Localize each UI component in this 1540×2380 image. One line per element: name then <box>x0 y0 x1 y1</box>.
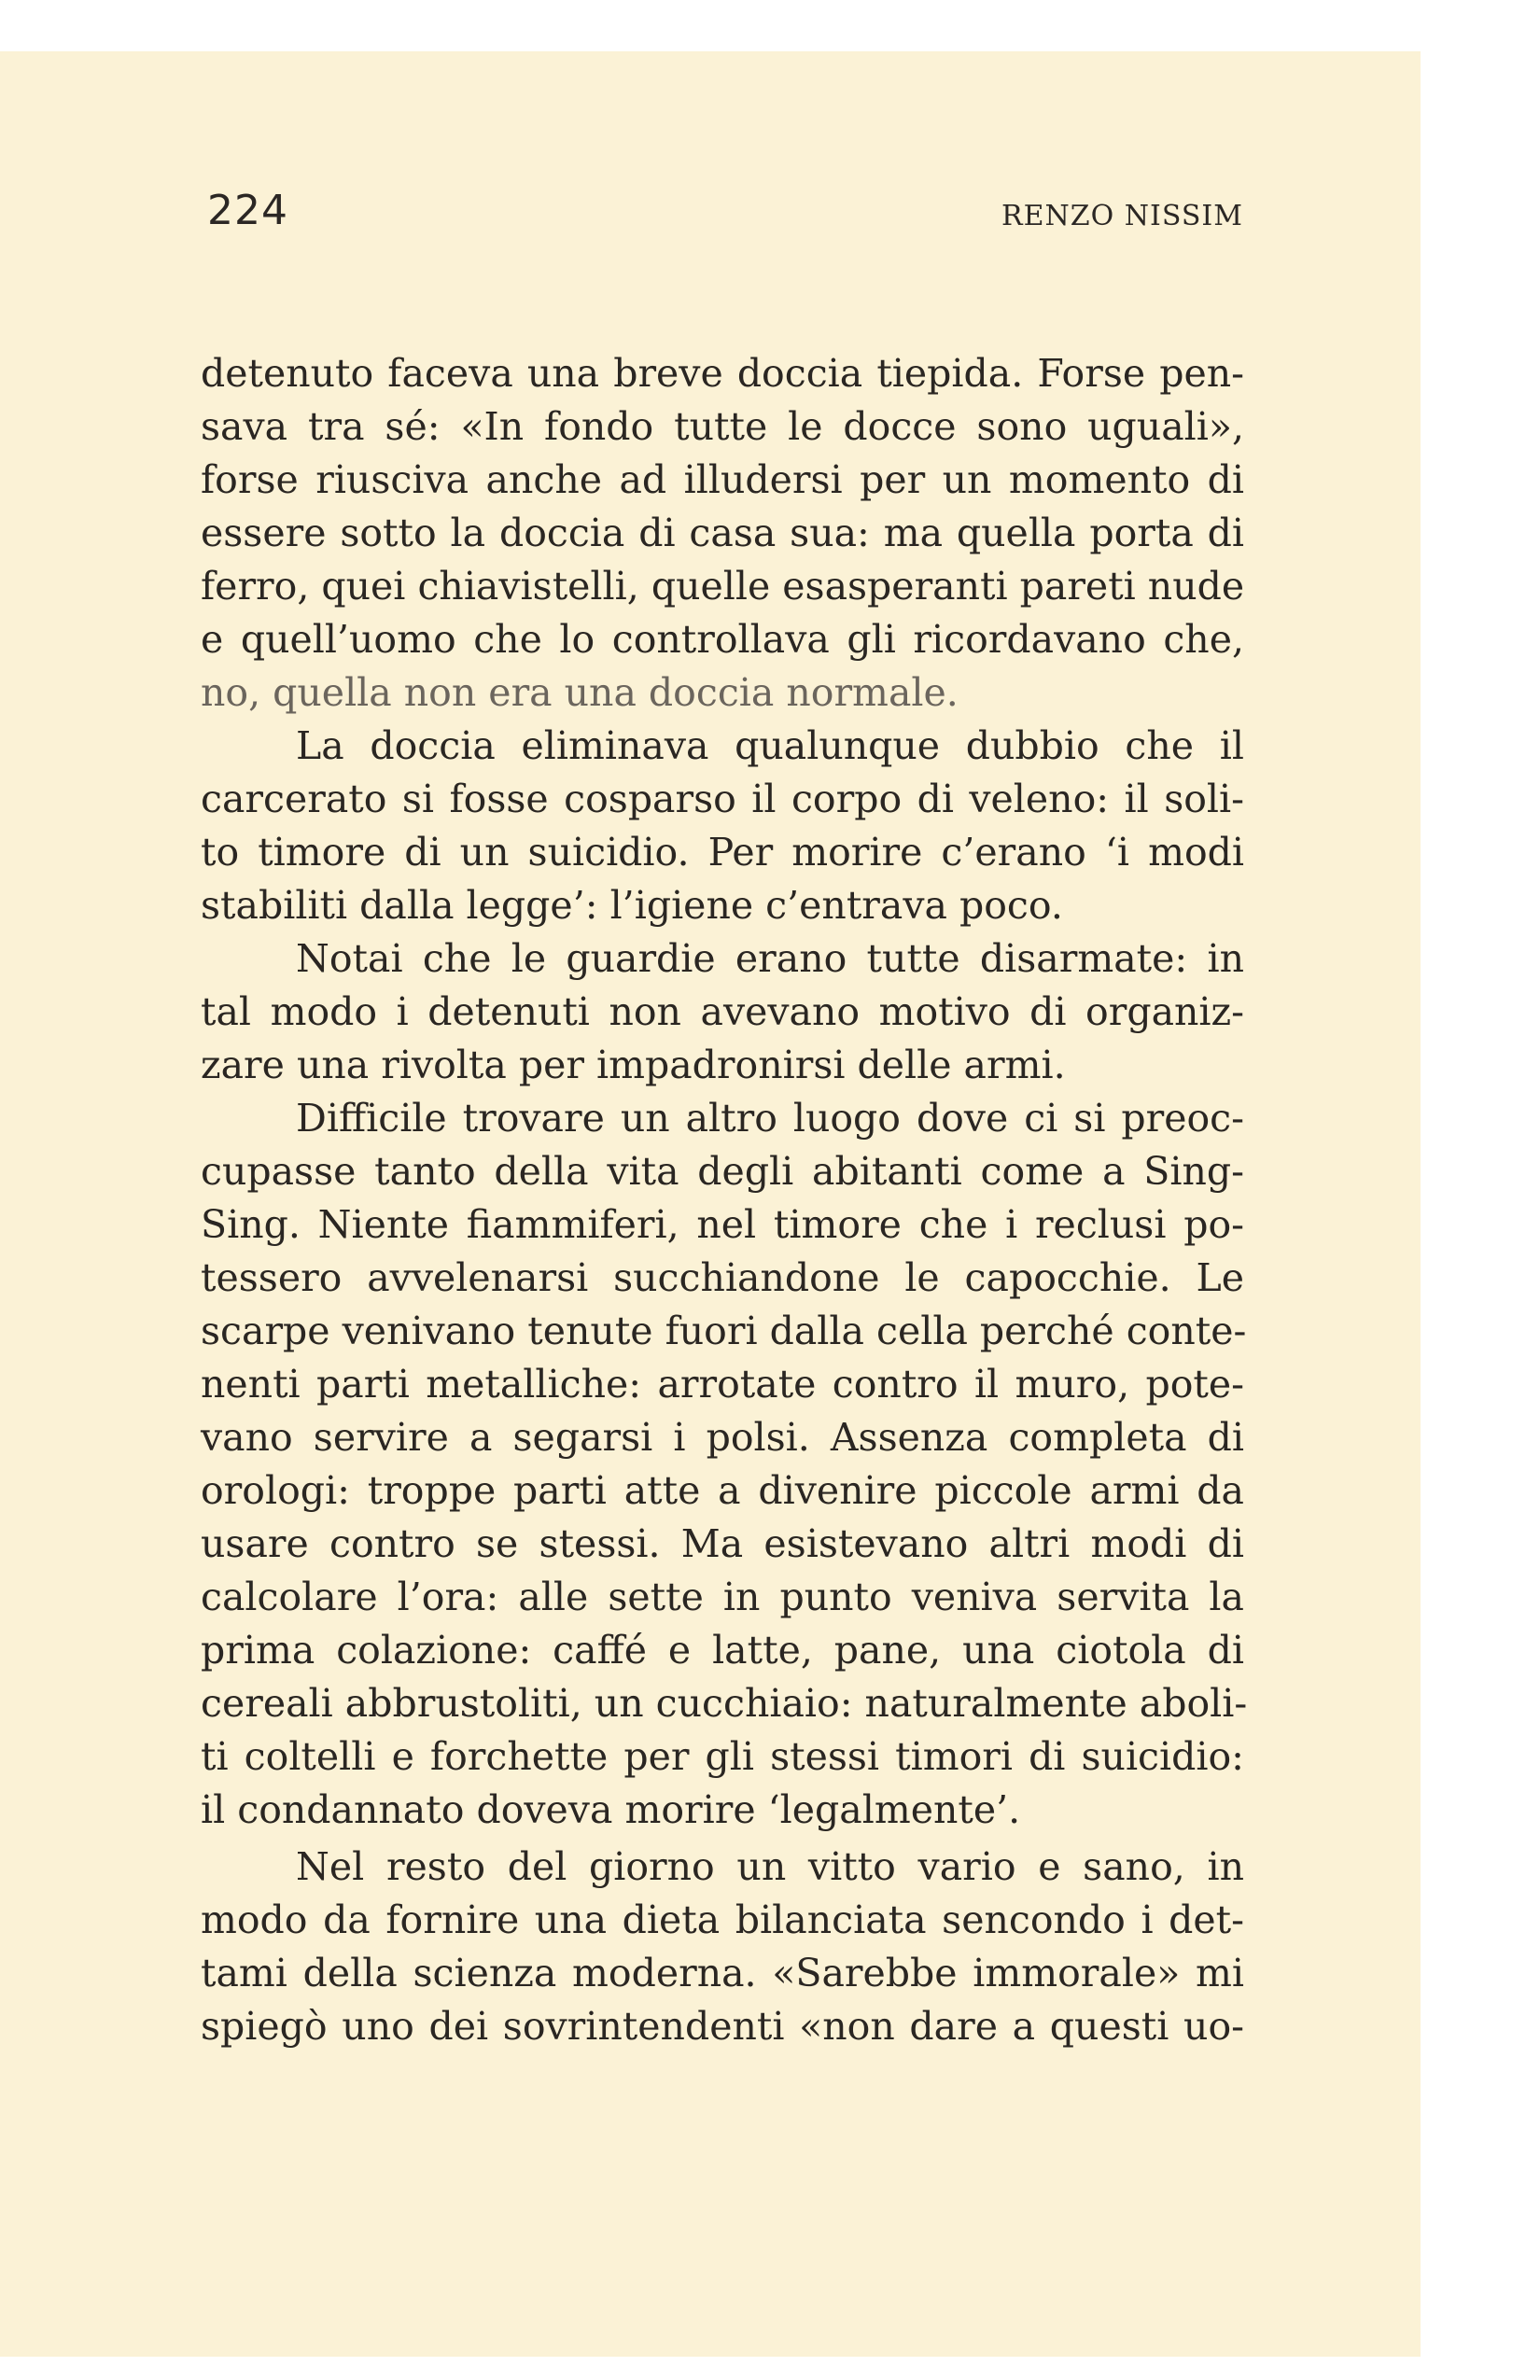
text-line: La doccia eliminava qualunque dubbio che il <box>296 723 1244 768</box>
text-line: carcerato si fosse cosparso il corpo di veleno: il soli- <box>201 777 1244 821</box>
text-line: nenti parti metalliche: arrotate contro il muro, pote- <box>201 1362 1244 1407</box>
text-line: ti coltelli e forchette per gli stessi timori di suicidio: <box>201 1734 1244 1779</box>
text-line: detenuto faceva una breve doccia tiepida. Forse pen- <box>201 351 1244 396</box>
text-line: usare contro se stessi. Ma esistevano altri modi di <box>201 1521 1244 1566</box>
text-line: vano servire a segarsi i polsi. Assenza completa di <box>201 1415 1244 1460</box>
text-line: sava tra sé: «In fondo tutte le docce sono uguali», <box>201 404 1244 449</box>
text-line: Nel resto del giorno un vitto vario e sano, in <box>296 1844 1244 1889</box>
text-line: zare una rivolta per impadronirsi delle armi. <box>201 1043 1066 1087</box>
text-line: no, quella non era una doccia normale. <box>201 670 959 715</box>
text-line: to timore di un suicidio. Per morire c’erano ‘i modi <box>201 830 1244 875</box>
text-line: orologi: troppe parti atte a divenire piccole armi da <box>201 1468 1244 1513</box>
text-line: Notai che le guardie erano tutte disarmate: in <box>296 936 1244 981</box>
text-line: Difficile trovare un altro luogo dove ci si preoc- <box>296 1096 1244 1141</box>
page-header <box>207 187 1243 243</box>
running-head: RENZO NISSIM <box>1001 200 1243 232</box>
text-line: calcolare l’ora: alle sette in punto veniva servita la <box>201 1575 1244 1619</box>
text-line: tami della scienza moderna. «Sarebbe immorale» mi <box>201 1951 1244 1995</box>
paragraph <box>201 347 1244 720</box>
page-number: 224 <box>207 187 288 234</box>
text-line: cereali abbrustoliti, un cucchiaio: naturalmente aboli- <box>201 1681 1248 1726</box>
text-line: e quell’uomo che lo controllava gli ricordavano che, <box>201 617 1244 662</box>
text-line: scarpe venivano tenute fuori dalla cella perché conte- <box>201 1309 1247 1353</box>
paragraph <box>201 720 1244 932</box>
text-line: stabiliti dalla legge’: l’igiene c’entrava poco. <box>201 883 1063 928</box>
text-line: spiegò uno dei sovrintendenti «non dare a questi uo- <box>201 2004 1244 2049</box>
text-line: modo da fornire una dieta bilanciata sencondo i det- <box>201 1897 1244 1942</box>
text-line: cupasse tanto della vita degli abitanti come a Sing- <box>201 1149 1244 1194</box>
paragraph <box>201 932 1244 1092</box>
paragraph <box>201 1092 1248 1837</box>
text-line: forse riusciva anche ad illudersi per un momento di <box>201 457 1244 502</box>
text-line: tal modo i detenuti non avevano motivo di organiz- <box>201 989 1244 1034</box>
text-line: tessero avvelenarsi succhiandone le capocchie. Le <box>201 1255 1244 1300</box>
text-line: il condannato doveva morire ‘legalmente’. <box>201 1787 1021 1832</box>
text-line: ferro, quei chiavistelli, quelle esasperanti pareti nude <box>201 564 1245 609</box>
text-line: essere sotto la doccia di casa sua: ma quella porta di <box>201 511 1244 555</box>
paragraph <box>201 1841 1244 2053</box>
text-line: Sing. Niente fiammiferi, nel timore che i reclusi po- <box>201 1202 1244 1247</box>
text-line: prima colazione: caffé e latte, pane, una ciotola di <box>201 1628 1244 1673</box>
body-text <box>201 347 1248 2053</box>
